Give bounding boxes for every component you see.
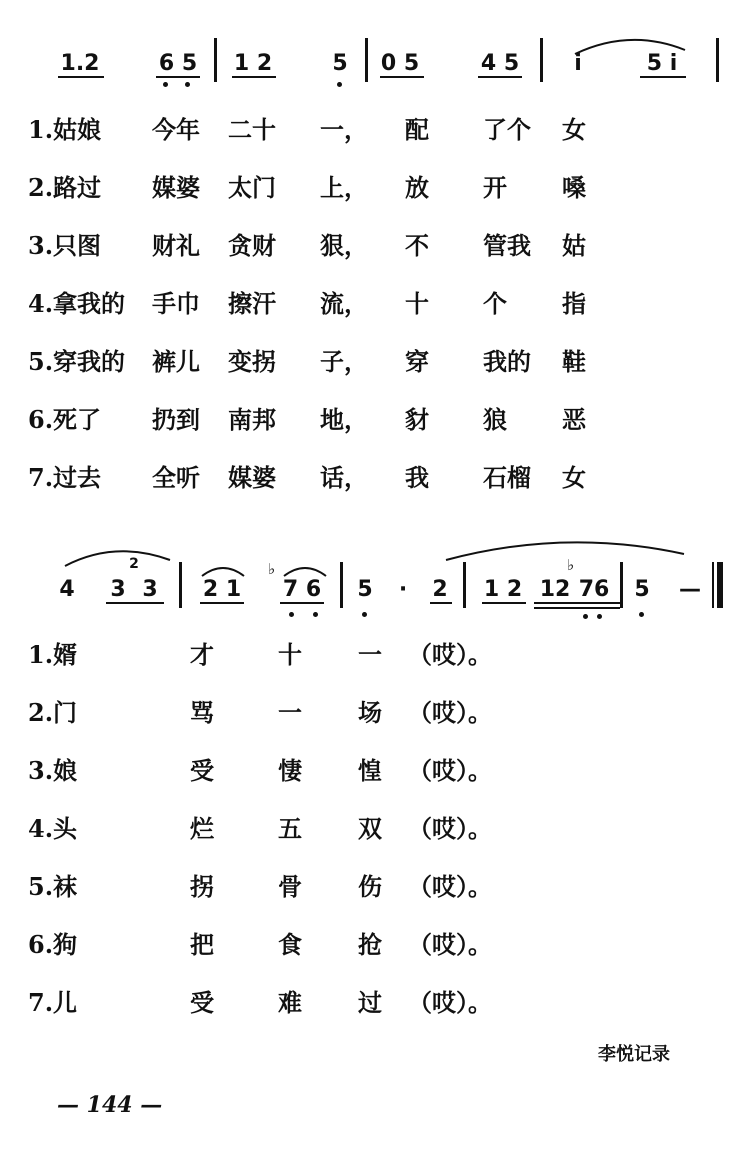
- low-octave-dot: [337, 82, 342, 87]
- lyric-syllable: 十: [278, 640, 302, 669]
- page-number: — 144 —: [57, 1092, 163, 1118]
- lyric-verse-start: 2.路过: [28, 173, 102, 202]
- lyric-syllable: 场: [358, 698, 382, 727]
- lyric-syllable: 双: [358, 814, 382, 843]
- lyric-syllable: 拐: [190, 872, 214, 901]
- low-octave-dot: [597, 614, 602, 619]
- barline: [716, 38, 719, 82]
- note-group: 6 5: [158, 51, 198, 76]
- lyric-syllable: 擦汗: [228, 289, 276, 318]
- lyric-syllable: 手巾: [152, 289, 200, 318]
- lyric-syllable: 媒婆: [228, 463, 276, 492]
- lyric-syllable: 管我: [483, 231, 531, 260]
- lyric-syllable: 配: [405, 115, 429, 144]
- lyric-verse-start: 1.姑娘: [28, 115, 102, 144]
- lyric-syllable: 女: [562, 115, 586, 144]
- lyric-syllable: 一: [278, 698, 302, 727]
- lyric-syllable: 南邦: [228, 405, 276, 434]
- beam-line: [430, 602, 452, 604]
- lyric-syllable: 太门: [228, 173, 276, 202]
- lyric-syllable: 流，: [320, 289, 368, 318]
- transcriber-credit: 李悦记录: [598, 1044, 670, 1065]
- beam-line: [482, 602, 526, 604]
- lyric-syllable: 了个: [483, 115, 531, 144]
- lyric-verse-start: 7.过去: [28, 463, 102, 492]
- lyric-line: [0, 814, 750, 854]
- lyric-syllable: 难: [278, 988, 302, 1017]
- lyric-syllable: 骂: [190, 698, 214, 727]
- lyric-syllable: 骨: [278, 872, 302, 901]
- lyric-verse-start: 6.狗: [28, 930, 78, 959]
- note-group: 7 6: [282, 577, 322, 602]
- barline: [340, 562, 343, 608]
- lyric-syllable: 穿: [405, 347, 429, 376]
- note-group: 5 i: [646, 51, 678, 76]
- hold-dash: —: [679, 577, 701, 602]
- lyric-syllable: 受: [190, 756, 214, 785]
- lyric-line: [0, 756, 750, 796]
- lyric-line: [0, 405, 750, 445]
- low-octave-dot: [639, 612, 644, 617]
- lyric-syllable: 女: [562, 463, 586, 492]
- lyric-syllable: 石榴: [483, 463, 531, 492]
- lyric-verse-start: 2.门: [28, 698, 78, 727]
- lyric-verse-start: 6.死了: [28, 405, 102, 434]
- lyric-syllable: 五: [278, 814, 302, 843]
- barline: [620, 562, 623, 608]
- note-group: 12: [539, 577, 571, 602]
- barline: [365, 38, 368, 82]
- note-group: 5: [332, 51, 348, 76]
- lyric-verse-start: 3.只图: [28, 231, 102, 260]
- lyric-line: [0, 173, 750, 213]
- lyric-verse-start: 5.袜: [28, 872, 78, 901]
- final-barline-thin: [712, 562, 714, 608]
- note-group: 1 2: [483, 577, 523, 602]
- note: 5: [634, 577, 650, 602]
- beam-line: [106, 602, 164, 604]
- slur-mark: [570, 28, 690, 58]
- lyric-syllable: 贪财: [228, 231, 276, 260]
- lyric-syllable: 扔到: [152, 405, 200, 434]
- slur-mark: [60, 540, 180, 570]
- lyric-syllable: 我的: [483, 347, 531, 376]
- lyric-syllable: （哎）。: [408, 640, 492, 669]
- slur-mark: [440, 532, 690, 562]
- low-octave-dot: [185, 82, 190, 87]
- lyric-syllable: 嗓: [562, 173, 586, 202]
- grace-note: 2: [129, 556, 139, 572]
- lyric-syllable: （哎）。: [408, 814, 492, 843]
- final-barline-thick: [717, 562, 723, 608]
- lyric-syllable: 烂: [190, 814, 214, 843]
- note-group: i: [574, 51, 582, 76]
- lyric-verse-start: 5.穿我的: [28, 347, 126, 376]
- slur-mark: [280, 560, 330, 580]
- beam-line: [478, 76, 522, 78]
- note-group: 1.2: [60, 51, 100, 76]
- beam-line: [534, 607, 620, 609]
- lyric-syllable: （哎）。: [408, 698, 492, 727]
- lyric-line: [0, 640, 750, 680]
- slur-mark: [198, 560, 248, 580]
- beam-line: [380, 76, 424, 78]
- lyric-syllable: 我: [405, 463, 429, 492]
- lyric-syllable: （哎）。: [408, 988, 492, 1017]
- lyric-syllable: 狼: [483, 405, 507, 434]
- note: 3: [142, 577, 158, 602]
- note-group: 1 2: [233, 51, 273, 76]
- beam-line: [232, 76, 276, 78]
- lyric-line: [0, 988, 750, 1028]
- lyric-line: [0, 463, 750, 503]
- lyric-syllable: （哎）。: [408, 756, 492, 785]
- lyric-syllable: 豺: [405, 405, 429, 434]
- lyric-syllable: 话，: [320, 463, 368, 492]
- lyric-syllable: 食: [278, 930, 302, 959]
- lyric-syllable: 二十: [228, 115, 276, 144]
- lyric-syllable: 把: [190, 930, 214, 959]
- barline: [214, 38, 217, 82]
- lyric-syllable: 才: [190, 640, 214, 669]
- lyric-syllable: 裤儿: [152, 347, 200, 376]
- note: 3: [110, 577, 126, 602]
- lyric-syllable: 开: [483, 173, 507, 202]
- lyric-syllable: 悽: [278, 756, 302, 785]
- note: 2: [432, 577, 448, 602]
- lyric-syllable: （哎）。: [408, 872, 492, 901]
- lyric-syllable: 子，: [320, 347, 368, 376]
- beam-line: [640, 76, 686, 78]
- notation-line-1: [0, 20, 750, 130]
- lyric-syllable: 一，: [320, 115, 368, 144]
- note-group: 2 1: [202, 577, 242, 602]
- note-group: 4 5: [480, 51, 520, 76]
- lyric-syllable: 伤: [358, 872, 382, 901]
- low-octave-dot: [313, 612, 318, 617]
- low-octave-dot: [289, 612, 294, 617]
- lyric-syllable: 惶: [358, 756, 382, 785]
- lyric-syllable: 一: [358, 640, 382, 669]
- beam-line: [534, 602, 620, 604]
- lyric-line: [0, 698, 750, 738]
- beam-line: [200, 602, 244, 604]
- lyric-syllable: 指: [562, 289, 586, 318]
- lyric-syllable: 变拐: [228, 347, 276, 376]
- lyric-syllable: 个: [483, 289, 507, 318]
- barline: [540, 38, 543, 82]
- barline: [463, 562, 466, 608]
- lyric-line: [0, 289, 750, 329]
- beam-line: [280, 602, 324, 604]
- low-octave-dot: [163, 82, 168, 87]
- lyric-syllable: 受: [190, 988, 214, 1017]
- lyric-syllable: 放: [405, 173, 429, 202]
- lyric-syllable: 地，: [320, 405, 368, 434]
- flat-sign: ♭: [567, 556, 575, 574]
- lyric-verse-start: 4.头: [28, 814, 78, 843]
- dot-extension: ·: [398, 577, 408, 602]
- lyric-line: [0, 231, 750, 271]
- lyric-syllable: 财礼: [152, 231, 200, 260]
- notation-line-2: [0, 530, 750, 640]
- lyric-line: [0, 115, 750, 155]
- low-octave-dot: [362, 612, 367, 617]
- lyric-syllable: 不: [405, 231, 429, 260]
- lyric-syllable: 今年: [152, 115, 200, 144]
- note-group: 0 5: [380, 51, 420, 76]
- lyric-verse-start: 4.拿我的: [28, 289, 126, 318]
- note-group: 76: [578, 577, 610, 602]
- note: 4: [59, 577, 75, 602]
- lyric-syllable: 媒婆: [152, 173, 200, 202]
- lyric-syllable: 恶: [562, 405, 586, 434]
- flat-sign: ♭: [268, 560, 276, 578]
- lyric-syllable: 上，: [320, 173, 368, 202]
- lyric-syllable: 十: [405, 289, 429, 318]
- lyric-line: [0, 872, 750, 912]
- lyric-syllable: 全听: [152, 463, 200, 492]
- beam-line: [58, 76, 104, 78]
- lyric-syllable: 过: [358, 988, 382, 1017]
- lyric-verse-start: 3.娘: [28, 756, 78, 785]
- lyric-syllable: 姑: [562, 231, 586, 260]
- note: 5: [357, 577, 373, 602]
- lyric-syllable: 狠，: [320, 231, 368, 260]
- lyric-syllable: （哎）。: [408, 930, 492, 959]
- lyric-verse-start: 7.儿: [28, 988, 78, 1017]
- lyric-syllable: 抢: [358, 930, 382, 959]
- lyric-syllable: 鞋: [562, 347, 586, 376]
- lyric-verse-start: 1.婿: [28, 640, 78, 669]
- lyric-line: [0, 930, 750, 970]
- lyric-line: [0, 347, 750, 387]
- beam-line: [156, 76, 200, 78]
- low-octave-dot: [583, 614, 588, 619]
